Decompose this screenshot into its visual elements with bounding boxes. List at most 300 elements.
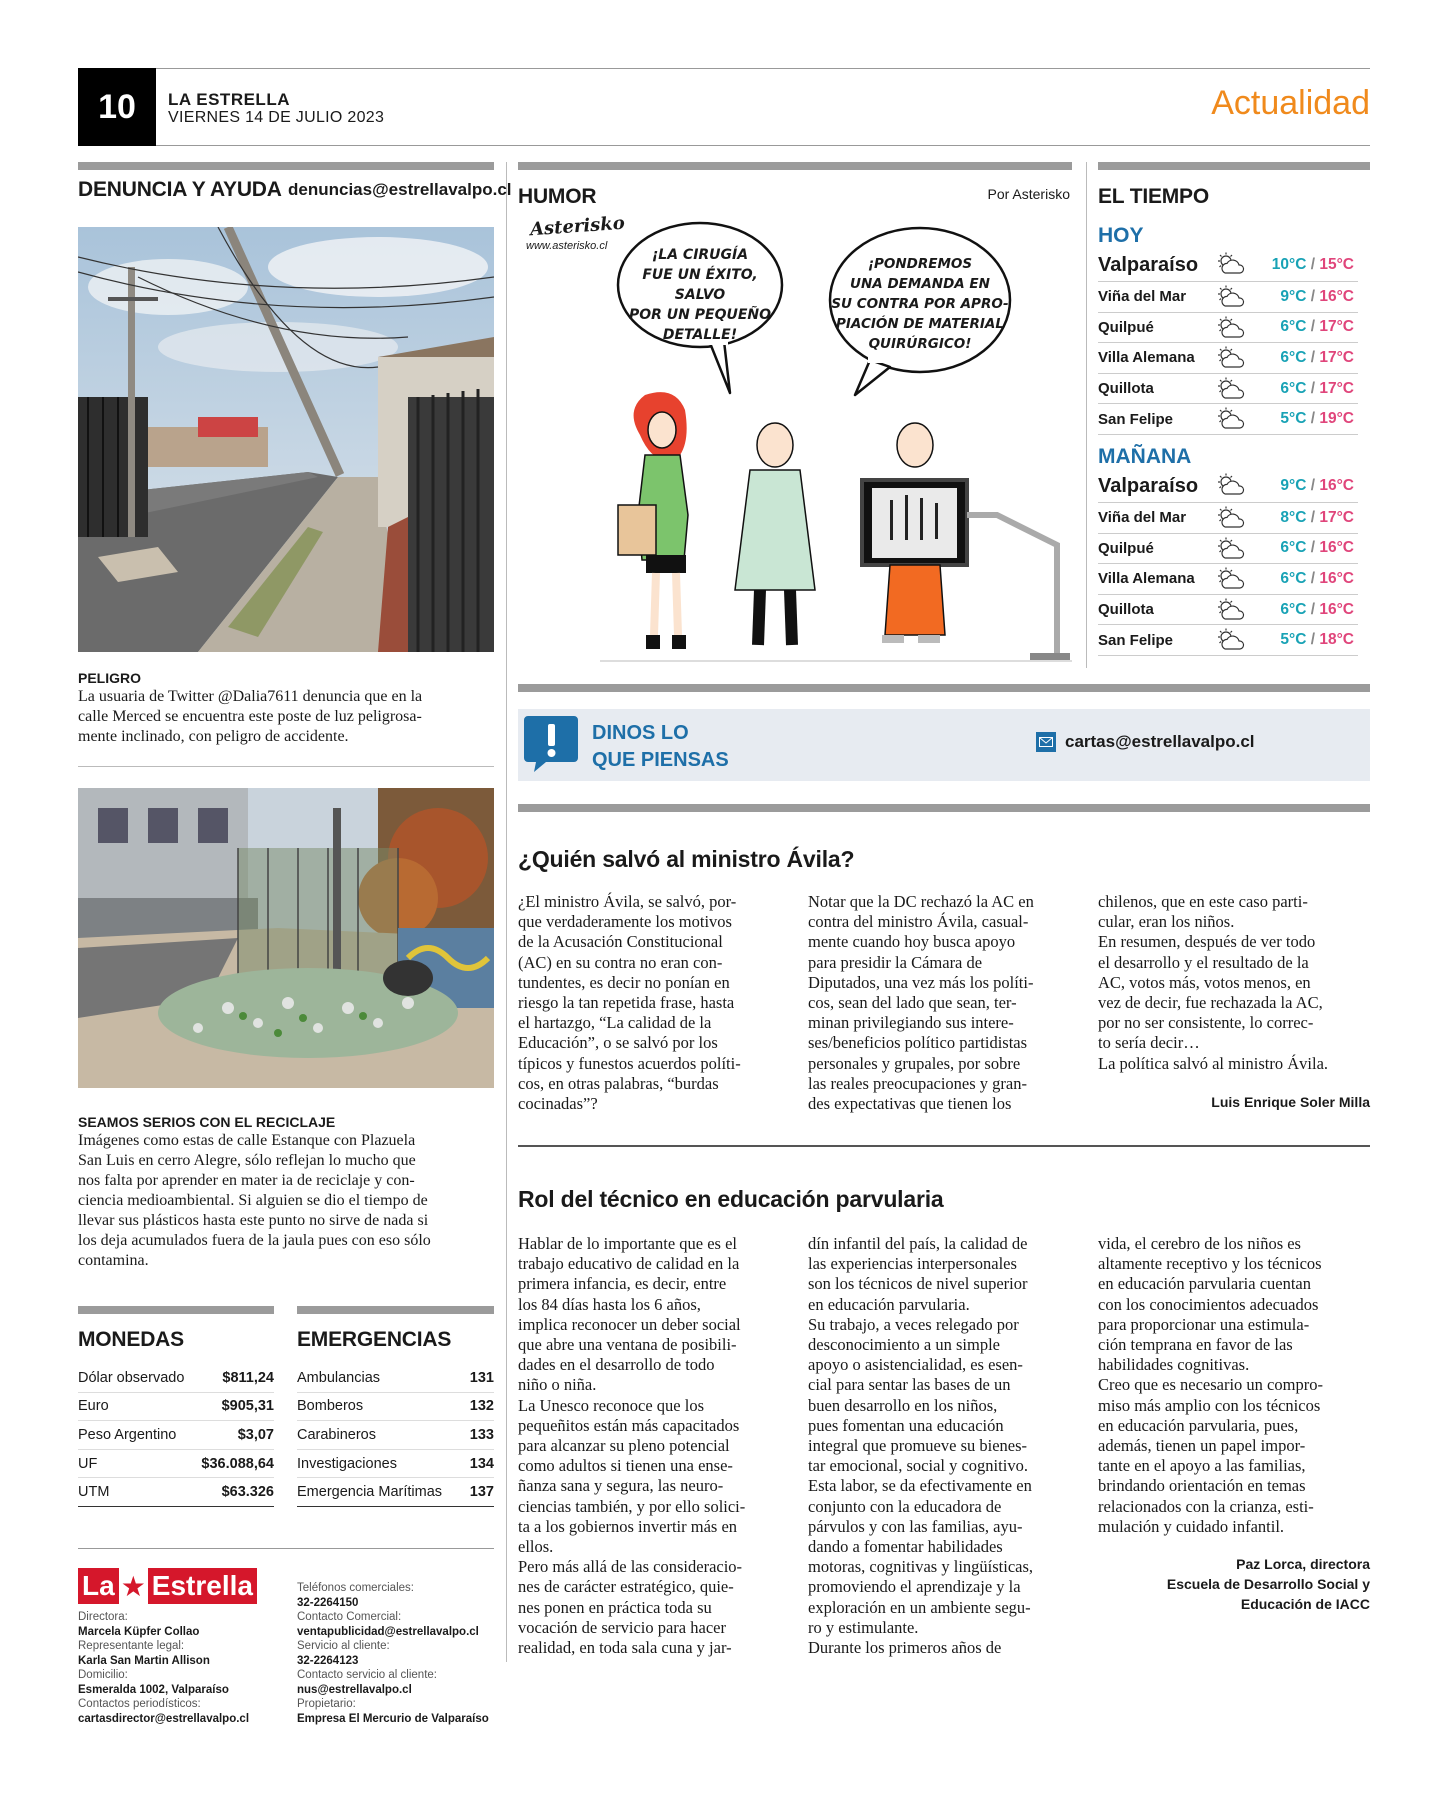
partly-cloudy-icon — [1216, 473, 1246, 502]
article-line: trabajo educativo de calidad en la — [518, 1254, 740, 1274]
temp-max: 16°C — [1319, 600, 1354, 618]
article-line: dando a fomentar habilidades — [808, 1537, 1003, 1557]
weather-temps — [1280, 570, 1354, 588]
weather-row — [1098, 503, 1358, 534]
article2-col2 — [808, 1234, 1080, 1658]
temp-separator: / — [1306, 410, 1320, 428]
partly-cloudy-icon — [1216, 407, 1246, 436]
dinos-heading — [592, 720, 729, 774]
article-line: pequeñitos están más capacitados — [518, 1415, 740, 1435]
article-line: chilenos, que en este caso parti- — [1098, 892, 1308, 911]
article-line: Su trabajo, a veces relegado por — [808, 1314, 1019, 1334]
credit-label: Contacto servicio al cliente: — [297, 1669, 437, 1681]
monedas-title: MONEDAS — [78, 1328, 184, 1351]
emergencias-row — [297, 1478, 494, 1507]
weather-city: Quillota — [1098, 380, 1154, 398]
article-line: por no ser consistente, lo correc- — [1098, 1013, 1314, 1033]
article-line: en educación parvularia. — [808, 1294, 970, 1314]
weather-top-bar — [1098, 162, 1370, 170]
article-line: vida, el cerebro de los niños es — [1098, 1234, 1301, 1253]
bubble1-line: FUE UN ÉXITO, SALVO — [642, 267, 758, 303]
article-line: Notar que la DC rechazó la AC en — [808, 892, 1034, 911]
caption1-text — [78, 687, 498, 747]
temp-separator: / — [1306, 631, 1320, 649]
credit-label: Directora: — [78, 1611, 128, 1623]
paper-name: LA ESTRELLA — [168, 90, 290, 109]
temp-max: 18°C — [1319, 631, 1354, 649]
credits-right — [297, 1581, 502, 1726]
bubble1-line: ¡LA CIRUGÍA — [651, 247, 749, 263]
article-line: para presidir la Cámara de — [808, 952, 983, 972]
weather-city: Quillota — [1098, 601, 1154, 619]
emergencias-value: 134 — [469, 1455, 494, 1472]
article-line: realidad, en toda sala cuna y jar- — [518, 1638, 732, 1658]
emergencias-table — [297, 1364, 494, 1507]
article-line: que verdaderamente los motivos — [518, 912, 732, 932]
credits-divider — [78, 1548, 494, 1549]
article-line: con los conocimientos adecuados — [1098, 1294, 1319, 1314]
weather-today-list — [1098, 249, 1358, 435]
article-line: ellos. — [518, 1537, 554, 1557]
caption2-line: ciencia medioambiental. Si alguien se dio el tiempo de — [78, 1192, 428, 1209]
partly-cloudy-icon — [1216, 628, 1246, 657]
caption1-line: calle Merced se encuentra este poste de luz peligrosa- — [78, 708, 422, 725]
credit-value[interactable]: ventapublicidad@estrellavalpo.cl — [297, 1625, 479, 1638]
weather-city: Villa Alemana — [1098, 570, 1195, 588]
caption1-line: La usuaria de Twitter @Dalia7611 denuncia que en la — [78, 688, 423, 705]
article2-col3 — [1098, 1234, 1370, 1537]
partly-cloudy-icon — [1216, 598, 1246, 627]
dinos-top-bar — [518, 684, 1370, 692]
monedas-row — [78, 1450, 274, 1479]
article-line: buen desarrollo en los niños, — [808, 1395, 998, 1415]
monedas-row — [78, 1364, 274, 1393]
article-line: altamente receptivo y los técnicos — [1098, 1254, 1322, 1274]
article1-col1 — [518, 892, 790, 1114]
article-line: ses/beneficios político partidistas — [808, 1033, 1028, 1053]
article-line: implica reconocer un deber social — [518, 1314, 741, 1334]
credit-value[interactable]: cartasdirector@estrellavalpo.cl — [78, 1712, 250, 1725]
article-line: las reales preocupaciones y gran- — [808, 1073, 1027, 1093]
caption2-line: San Luis en cerro Alegre, sólo reflejan lo mucho que — [78, 1152, 416, 1169]
article-line: que abre una ventana de posibili- — [518, 1335, 737, 1355]
article-line: integral que promueve su bienes- — [808, 1436, 1028, 1456]
weather-row — [1098, 374, 1358, 405]
emergencias-value: 131 — [469, 1369, 494, 1386]
article-line: dades en el desarrollo de todo — [518, 1355, 715, 1375]
emergencias-label: Bomberos — [297, 1398, 364, 1415]
article-line: (AC) en su contra no eran con- — [518, 952, 723, 972]
asterisko-logo: Asterisko — [529, 212, 626, 241]
article-line: el hartazgo, “La calidad de la — [518, 1013, 712, 1033]
caption2-line: Imágenes como estas de calle Estanque con Plazuela — [78, 1132, 416, 1149]
humor-byline: Por Asterisko — [987, 186, 1070, 202]
temp-min: 6°C — [1280, 348, 1307, 366]
emergencias-label: Emergencia Marítimas — [297, 1484, 443, 1501]
column-separator-weather — [1086, 162, 1087, 668]
monedas-row — [78, 1478, 274, 1507]
caption1-heading: PELIGRO — [78, 670, 142, 686]
article-line: La Unesco reconoce que los — [518, 1395, 705, 1415]
article-line: minan privilegiando sus intere- — [808, 1013, 1014, 1033]
weather-temps — [1272, 256, 1354, 274]
monedas-value: $3,07 — [237, 1426, 274, 1443]
temp-separator: / — [1306, 256, 1320, 273]
temp-max: 17°C — [1319, 508, 1354, 526]
article-line: de la Acusación Constitucional — [518, 932, 723, 952]
article-line: Esta labor, se da efectivamente en — [808, 1476, 1032, 1496]
weather-temps — [1280, 410, 1354, 428]
weather-temps — [1280, 631, 1354, 649]
temp-max: 15°C — [1319, 256, 1354, 273]
weather-row — [1098, 564, 1358, 595]
caption2-line: llevar sus plásticos hasta este punto no sirve de nada si — [78, 1212, 429, 1229]
credit-label: Representante legal: — [78, 1640, 185, 1652]
humor-top-bar — [518, 162, 1072, 170]
article-line: ñanza sana y segura, las neuro- — [518, 1476, 724, 1496]
header-rule-bottom — [78, 145, 1370, 146]
bubble2-line: SU CONTRA POR APRO- — [831, 296, 1009, 312]
article-line: mente cuando hoy busca apoyo — [808, 932, 1016, 952]
dinos-line1: DINOS LO — [592, 722, 689, 744]
article-line: riesgo la tan repetida frase, hasta — [518, 993, 735, 1013]
article-line: miso más amplio con los técnicos — [1098, 1395, 1321, 1415]
article-line: personales y grupales, por sobre — [808, 1053, 1021, 1073]
header-rule-top — [78, 68, 1370, 69]
monedas-row — [78, 1421, 274, 1450]
article2-signature — [1167, 1554, 1370, 1614]
article-line: niño o niña. — [518, 1375, 597, 1395]
exclamation-icon — [524, 712, 578, 774]
temp-separator: / — [1306, 348, 1320, 366]
article-line: Hablar de lo importante que es el — [518, 1234, 738, 1253]
article1-col2 — [808, 892, 1080, 1114]
article-line: ción temprana en favor de las — [1098, 1335, 1293, 1355]
weather-row — [1098, 282, 1358, 313]
article1-signature: Luis Enrique Soler Milla — [1211, 1094, 1370, 1110]
article-line: cocinadas”? — [518, 1094, 598, 1114]
dinos-line2: QUE PIENSAS — [592, 749, 729, 771]
weather-city: Valparaíso — [1098, 253, 1199, 276]
article-line: típicos y funestos acuerdos políti- — [518, 1053, 741, 1073]
article-line: ¿El ministro Ávila, se salvó, por- — [518, 892, 737, 911]
weather-row — [1098, 313, 1358, 344]
temp-max: 19°C — [1319, 410, 1354, 428]
credit-label: Domicilio: — [78, 1669, 128, 1681]
article-line: párvulos y con las familias, ayu- — [808, 1516, 1023, 1536]
temp-max: 17°C — [1319, 348, 1354, 366]
signature-line: Escuela de Desarrollo Social y — [1166, 1576, 1370, 1592]
monedas-value: $36.088,64 — [201, 1455, 274, 1472]
article-line: promoviendo el aprendizaje y la — [808, 1577, 1021, 1597]
weather-city: Viña del Mar — [1098, 288, 1187, 306]
article-line: primera infancia, es decir, entre — [518, 1274, 727, 1294]
dinos-email[interactable]: cartas@estrellavalpo.cl — [1065, 732, 1255, 751]
column-separator-left — [506, 162, 507, 1662]
emergencias-label: Investigaciones — [297, 1455, 397, 1472]
credit-value[interactable]: nus@estrellavalpo.cl — [297, 1683, 412, 1696]
article-line: cular, eran los niños. — [1098, 912, 1235, 932]
temp-min: 6°C — [1280, 318, 1307, 336]
article-line: para proporcionar una estimula- — [1098, 1314, 1310, 1334]
article-line: Durante los primeros años de — [808, 1638, 1002, 1658]
article-line: vez de decir, fue rechazada la AC, — [1098, 993, 1323, 1013]
article-line: tundentes, es decir no ponían en — [518, 972, 730, 992]
monedas-label: UF — [78, 1455, 98, 1472]
credit-label: Propietario: — [297, 1698, 356, 1710]
article-line: cial para sentar las bases de un — [808, 1375, 1011, 1395]
weather-city: San Felipe — [1098, 410, 1174, 428]
denuncia-top-bar — [78, 162, 494, 170]
weather-temps — [1280, 509, 1354, 527]
weather-city: San Felipe — [1098, 631, 1174, 649]
temp-max: 16°C — [1319, 477, 1354, 494]
article-line: como adultos si tienen una ense- — [518, 1456, 733, 1476]
logo-estrella: Estrella — [148, 1568, 257, 1604]
caption1-line: mente inclinado, con peligro de accidente. — [78, 728, 349, 745]
emergencias-value: 132 — [469, 1398, 494, 1415]
article-line: contra del ministro Ávila, casual- — [808, 912, 1029, 932]
article-line: ta a los gobiernos invertir más en — [518, 1516, 738, 1536]
credit-value: 32-2264150 — [297, 1596, 359, 1609]
speech-bubble-2 — [830, 254, 1010, 354]
emergencias-label: Carabineros — [297, 1426, 376, 1443]
monedas-label: Peso Argentino — [78, 1426, 177, 1443]
caption2-heading: SEAMOS SERIOS CON EL RECICLAJE — [78, 1114, 336, 1130]
article1-col3 — [1098, 892, 1370, 1074]
weather-today-label: HOY — [1098, 224, 1144, 247]
temp-min: 10°C — [1271, 256, 1307, 273]
weather-temps — [1280, 601, 1354, 619]
caption2-line: los deja acumulados fuera de la jaula pues con eso sólo — [78, 1232, 431, 1249]
article-line: Creo que es necesario un compro- — [1098, 1375, 1323, 1395]
denuncia-email[interactable]: denuncias@estrellavalpo.cl — [288, 180, 512, 199]
emergencias-row — [297, 1393, 494, 1422]
temp-min: 9°C — [1280, 477, 1307, 494]
article-line: nes de carácter estratégico, quie- — [518, 1577, 734, 1597]
emergencias-row — [297, 1421, 494, 1450]
article-divider — [518, 1145, 1370, 1147]
logo-la: La — [78, 1568, 119, 1604]
credit-value: 32-2264123 — [297, 1654, 359, 1667]
la-estrella-logo — [78, 1568, 274, 1604]
article-line: des expectativas que tienen los — [808, 1094, 1012, 1114]
weather-row — [1098, 595, 1358, 626]
temp-max: 16°C — [1319, 287, 1354, 305]
emergencias-row — [297, 1364, 494, 1393]
credit-label: Contactos periodísticos: — [78, 1698, 201, 1710]
article-line: AC, votos más, votos menos, en — [1098, 972, 1311, 992]
weather-temps — [1280, 477, 1354, 495]
temp-separator: / — [1306, 318, 1320, 336]
bubble2-line: ¡PONDREMOS — [867, 256, 973, 272]
credits-left — [78, 1610, 278, 1726]
weather-city: Quilpué — [1098, 318, 1154, 336]
signature-line: Educación de IACC — [1240, 1596, 1370, 1612]
article-line: tar emocional, social y cognitivo. — [808, 1456, 1028, 1476]
article-line: desconocimiento a un simple — [808, 1335, 1000, 1355]
emergencias-row — [297, 1450, 494, 1479]
temp-min: 6°C — [1280, 379, 1307, 397]
monedas-label: Euro — [78, 1398, 109, 1415]
weather-temps — [1280, 318, 1354, 336]
temp-separator: / — [1306, 477, 1320, 494]
article2-col1 — [518, 1234, 790, 1658]
logo-star-icon: ★ — [120, 1570, 146, 1602]
bubble2-line: UNA DEMANDA EN — [850, 276, 990, 292]
humor-title: HUMOR — [518, 185, 597, 208]
weather-temps — [1280, 288, 1354, 306]
weather-tomorrow-list — [1098, 470, 1358, 656]
partly-cloudy-icon — [1216, 285, 1246, 314]
monedas-table — [78, 1364, 274, 1507]
monedas-label: Dólar observado — [78, 1369, 185, 1386]
asterisko-site: www.asterisko.cl — [526, 240, 608, 252]
temp-min: 9°C — [1280, 287, 1307, 305]
weather-temps — [1280, 349, 1354, 367]
credit-value: Empresa El Mercurio de Valparaíso — [297, 1712, 489, 1725]
article-line: La política salvó al ministro Ávila. — [1098, 1053, 1329, 1073]
emergencias-title: EMERGENCIAS — [297, 1328, 452, 1351]
article-line: tante en el apoyo a las familias, — [1098, 1456, 1306, 1476]
temp-min: 6°C — [1280, 569, 1307, 587]
temp-min: 5°C — [1280, 410, 1307, 428]
weather-row — [1098, 534, 1358, 565]
temp-min: 5°C — [1280, 631, 1307, 649]
monedas-row — [78, 1393, 274, 1422]
partly-cloudy-icon — [1216, 346, 1246, 375]
temp-separator: / — [1306, 287, 1320, 305]
section-name: Actualidad — [1211, 84, 1370, 122]
page-number: 10 — [78, 68, 156, 146]
temp-max: 17°C — [1319, 318, 1354, 336]
caption2-line: nos falta por aprender en mater ia de reciclaje y con- — [78, 1172, 415, 1189]
partly-cloudy-icon — [1216, 316, 1246, 345]
weather-temps — [1280, 539, 1354, 557]
credit-label: Contacto Comercial: — [297, 1611, 402, 1623]
emergencias-top-bar — [297, 1306, 494, 1314]
article-line: para alcanzar su pleno potencial — [518, 1436, 730, 1456]
temp-separator: / — [1306, 569, 1320, 587]
article-line: En resumen, después de ver todo — [1098, 932, 1316, 952]
monedas-value: $63.326 — [221, 1484, 274, 1501]
weather-row — [1098, 404, 1358, 435]
article-line: motoras, cognitivas y lingüísticas, — [808, 1557, 1034, 1577]
caption2-text — [78, 1131, 498, 1271]
article-line: nes ponen en práctica toda su — [518, 1597, 712, 1617]
article-line: además, tienen un papel impor- — [1098, 1436, 1306, 1456]
monedas-value: $811,24 — [222, 1369, 274, 1386]
article-line: cos, en otras palabras, “burdas — [518, 1073, 719, 1093]
partly-cloudy-icon — [1216, 506, 1246, 535]
credit-label: Teléfonos comerciales: — [297, 1582, 414, 1594]
weather-title: EL TIEMPO — [1098, 185, 1209, 208]
temp-max: 17°C — [1319, 379, 1354, 397]
denuncia-title: DENUNCIA Y AYUDA — [78, 178, 282, 201]
temp-separator: / — [1306, 600, 1320, 618]
article-line: pues fomentan una educación — [808, 1415, 1004, 1435]
article-line: exploración en un ambiente segu- — [808, 1597, 1031, 1617]
credit-label: Servicio al cliente: — [297, 1640, 390, 1652]
credit-value: Esmeralda 1002, Valparaíso — [78, 1683, 229, 1696]
signature-line: Paz Lorca, directora — [1236, 1556, 1370, 1572]
partly-cloudy-icon — [1216, 567, 1246, 596]
article-line: ciencias también, y por ello solici- — [518, 1496, 746, 1516]
article-line: el desarrollo y el resultado de la — [1098, 952, 1309, 972]
weather-tomorrow-label: MAÑANA — [1098, 445, 1192, 468]
article-line: relacionados con la crianza, esti- — [1098, 1496, 1314, 1516]
temp-max: 16°C — [1319, 539, 1354, 557]
speech-bubble-1 — [620, 245, 780, 345]
article-line: Diputados, una vez más los políti- — [808, 972, 1034, 992]
monedas-label: UTM — [78, 1484, 110, 1501]
weather-row — [1098, 249, 1358, 282]
monedas-top-bar — [78, 1306, 274, 1314]
bubble2-line: QUIRÚRGICO! — [868, 336, 972, 352]
article-line: las experiencias interpersonales — [808, 1254, 1017, 1274]
paper-date: VIERNES 14 DE JULIO 2023 — [168, 109, 385, 126]
bubble1-line: DETALLE! — [662, 327, 738, 343]
weather-city: Viña del Mar — [1098, 509, 1187, 527]
article-line: apoyo o asistencialidad, es esen- — [808, 1355, 1023, 1375]
article-line: son los técnicos de nivel superior — [808, 1274, 1028, 1294]
article2-title: Rol del técnico en educación parvularia — [518, 1186, 944, 1212]
monedas-value: $905,31 — [221, 1398, 274, 1415]
article-line: ro y estimulante. — [808, 1617, 919, 1637]
weather-temps — [1280, 380, 1354, 398]
article-line: cos, sean del lado que sean, ter- — [808, 993, 1017, 1013]
temp-separator: / — [1306, 539, 1320, 557]
credit-value: Karla San Martin Allison — [78, 1654, 210, 1667]
caption2-line: contamina. — [78, 1252, 149, 1269]
article1-title: ¿Quién salvó al ministro Ávila? — [518, 846, 855, 872]
photo-leaning-pole — [78, 227, 494, 652]
weather-city: Valparaíso — [1098, 474, 1199, 497]
article-line: dín infantil del país, la calidad de — [808, 1234, 1028, 1253]
article-line: conjunto con la educadora de — [808, 1496, 1002, 1516]
bubble2-line: PIACIÓN DE MATERIAL — [836, 316, 1004, 332]
partly-cloudy-icon — [1216, 377, 1246, 406]
mail-icon — [1036, 732, 1056, 752]
weather-row — [1098, 625, 1358, 656]
temp-separator: / — [1306, 379, 1320, 397]
article-line: en educación parvularia, pues, — [1098, 1415, 1299, 1435]
caption-divider — [78, 766, 494, 767]
emergencias-value: 137 — [469, 1484, 494, 1501]
article-line: en educación parvularia cuentan — [1098, 1274, 1312, 1294]
article-line: los 84 días hasta los 6 años, — [518, 1294, 701, 1314]
emergencias-label: Ambulancias — [297, 1369, 381, 1386]
partly-cloudy-icon — [1216, 252, 1246, 281]
credit-value: Marcela Küpfer Collao — [78, 1625, 200, 1638]
weather-row — [1098, 343, 1358, 374]
article-line: to sería decir… — [1098, 1033, 1200, 1053]
article-line: Pero más allá de las consideracio- — [518, 1557, 743, 1577]
temp-min: 6°C — [1280, 600, 1307, 618]
emergencias-value: 133 — [469, 1426, 494, 1443]
temp-separator: / — [1306, 508, 1320, 526]
article-line: brindando orientación en temas — [1098, 1476, 1306, 1496]
photo-recycling — [78, 788, 494, 1088]
article-line: Educación”, o se salvó por los — [518, 1033, 718, 1053]
bubble1-line: POR UN PEQUEÑO — [628, 307, 772, 323]
article-line: vocación de servicio para hacer — [518, 1617, 726, 1637]
weather-row — [1098, 470, 1358, 503]
article1-top-bar — [518, 804, 1370, 812]
article-line: mulación y cuidado infantil. — [1098, 1516, 1285, 1536]
weather-city: Quilpué — [1098, 539, 1154, 557]
weather-city: Villa Alemana — [1098, 349, 1195, 367]
